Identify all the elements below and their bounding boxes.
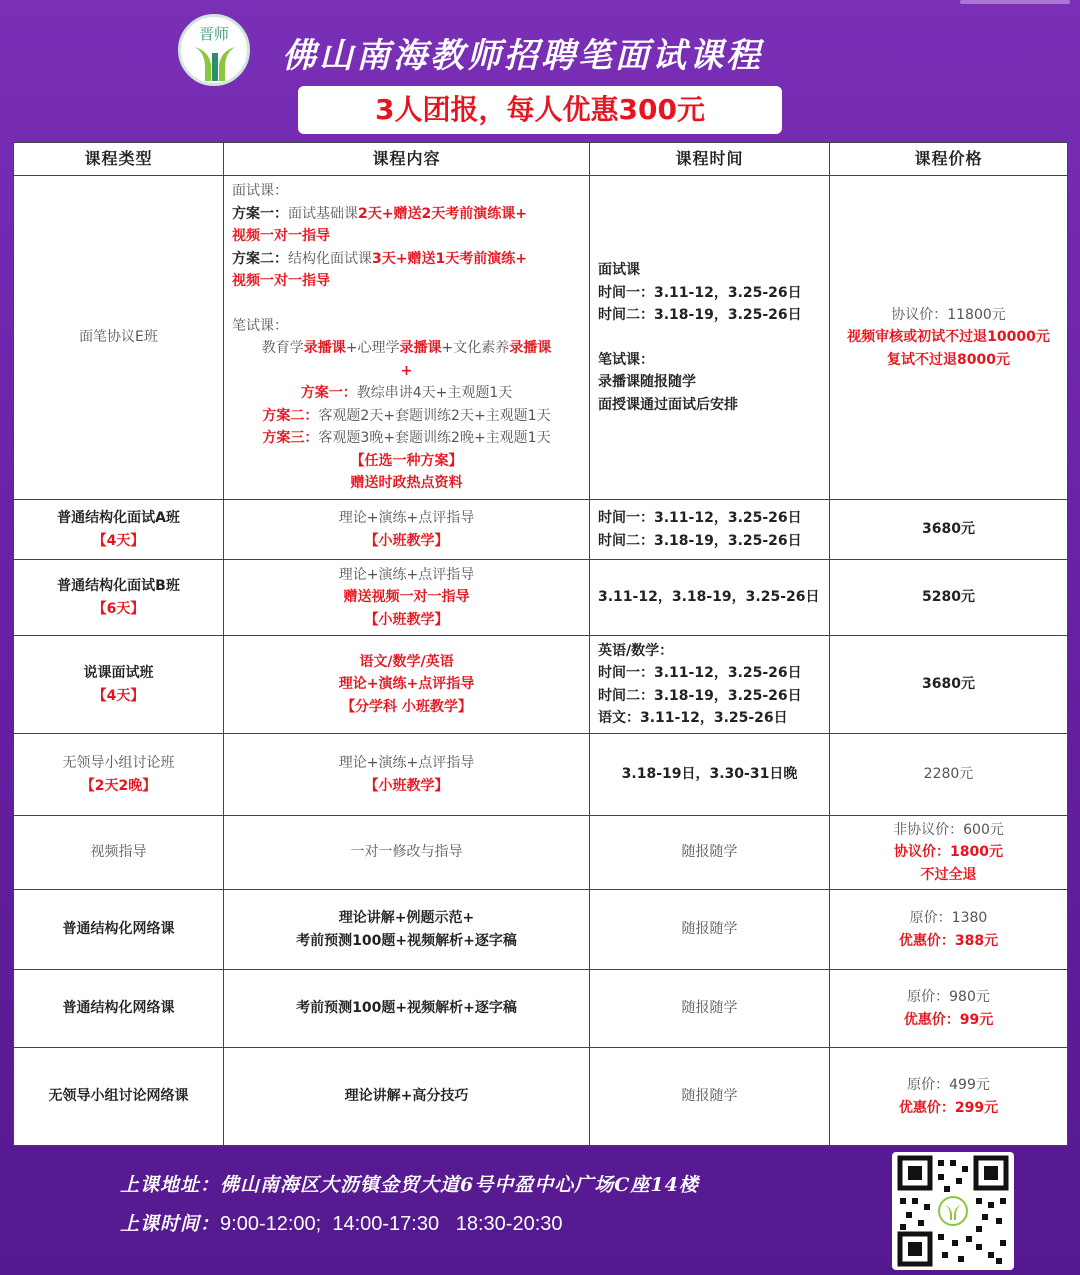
- course-time: 3.11-12，3.18-19，3.25-26日: [590, 560, 830, 636]
- course-price: 原价：980元 优惠价：99元: [830, 970, 1068, 1048]
- promo-banner: 3人团报，每人优惠300元: [298, 86, 782, 134]
- course-type: 无领导小组讨论网络课: [14, 1048, 224, 1146]
- table-header-row: [14, 143, 1068, 176]
- content-line: 笔试课：: [232, 317, 288, 334]
- course-content: 理论+演练+点评指导 【小班教学】: [224, 734, 590, 816]
- course-price: 3680元: [830, 500, 1068, 560]
- content-line: 方案二：客观题2天+套题训练2天+主观题1天: [262, 407, 551, 424]
- course-time: 随报随学: [590, 1048, 830, 1146]
- col-header-content: 课程内容: [224, 143, 590, 176]
- qr-code-icon: [892, 1152, 1014, 1270]
- content-line: 赠送时政热点资料: [350, 475, 463, 492]
- course-type: 普通结构化网络课: [14, 970, 224, 1048]
- course-content: 理论+演练+点评指导 赠送视频一对一指导 【小班教学】: [224, 560, 590, 636]
- table-row: [14, 970, 1068, 1048]
- course-price: 3680元: [830, 636, 1068, 734]
- content-line: 教育学录播课+心理学录播课+文化素养录播课: [261, 340, 552, 357]
- course-price: 2280元: [830, 734, 1068, 816]
- course-price: 原价：499元 优惠价：299元: [830, 1048, 1068, 1146]
- content-line: 方案二：结构化面试课3天+赠送1天考前演练+: [232, 250, 527, 267]
- col-header-price: 课程价格: [830, 143, 1068, 176]
- table-row: [14, 500, 1068, 560]
- course-type: 说课面试班 【4天】: [14, 636, 224, 734]
- course-content: 理论讲解+例题示范+ 考前预测100题+视频解析+逐字稿: [224, 890, 590, 970]
- class-time: 上课时间：9:00-12:00; 14:00-17:30 18:30-20:30: [120, 1213, 563, 1235]
- table-row: [14, 560, 1068, 636]
- content-line: 方案一：面试基础课2天+赠送2天考前演练课+: [232, 205, 527, 222]
- course-price: 原价：1380 优惠价：388元: [830, 890, 1068, 970]
- course-content: 语文/数学/英语 理论+演练+点评指导 【分学科 小班教学】: [224, 636, 590, 734]
- course-type: 普通结构化面试A班 【4天】: [14, 500, 224, 560]
- table-row: [14, 816, 1068, 890]
- course-type: 视频指导: [14, 816, 224, 890]
- course-time: 英语/数学： 时间一：3.11-12，3.25-26日 时间二：3.18-19，3.25-26日 语文：3.11-12，3.25-26日: [590, 636, 830, 734]
- course-type: 面笔协议E班: [14, 176, 224, 500]
- header: [0, 0, 1080, 142]
- course-content: [224, 176, 590, 500]
- course-content: 一对一修改与指导: [224, 816, 590, 890]
- content-line: 视频一对一指导: [232, 273, 330, 290]
- content-line: +: [400, 362, 413, 379]
- col-header-time: 课程时间: [590, 143, 830, 176]
- table-row: [14, 636, 1068, 734]
- table-row: [14, 734, 1068, 816]
- course-type: 无领导小组讨论班 【2天2晚】: [14, 734, 224, 816]
- logo: [178, 14, 250, 86]
- course-time: 随报随学: [590, 816, 830, 890]
- course-type: 普通结构化网络课: [14, 890, 224, 970]
- course-content: 理论+演练+点评指导 【小班教学】: [224, 500, 590, 560]
- course-price: 非协议价：600元 协议价：1800元 不过全退: [830, 816, 1068, 890]
- table-row: [14, 1048, 1068, 1146]
- content-line: 方案一：教综串讲4天+主观题1天: [300, 385, 513, 402]
- decor-bar: [960, 0, 1070, 4]
- qr-code: [892, 1152, 1014, 1270]
- table-row: [14, 176, 1068, 500]
- course-time: 时间一：3.11-12，3.25-26日 时间二：3.18-19，3.25-26日: [590, 500, 830, 560]
- logo-leaf-icon: [191, 43, 239, 83]
- course-price: 协议价：11800元 视频审核或初试不过退10000元 复试不过退8000元: [830, 176, 1068, 500]
- content-line: 视频一对一指导: [232, 228, 330, 245]
- course-time: 随报随学: [590, 970, 830, 1048]
- course-time: 3.18-19日，3.30-31日晚: [590, 734, 830, 816]
- logo-text: 晋师: [198, 25, 229, 43]
- course-time: 面试课 时间一：3.11-12，3.25-26日 时间二：3.18-19，3.25-26日 笔试课： 录播课随报随学 面授课通过面试后安排: [590, 176, 830, 500]
- course-content: 理论讲解+高分技巧: [224, 1048, 590, 1146]
- class-address: 上课地址：佛山南海区大沥镇金贸大道6号中盈中心广场C座14楼: [120, 1174, 699, 1196]
- course-table: [13, 142, 1068, 1146]
- course-content: 考前预测100题+视频解析+逐字稿: [224, 970, 590, 1048]
- content-line: 面试课：: [232, 183, 288, 200]
- course-time: 随报随学: [590, 890, 830, 970]
- table-row: [14, 890, 1068, 970]
- content-line: 【任选一种方案】: [350, 452, 463, 469]
- course-type: 普通结构化面试B班 【6天】: [14, 560, 224, 636]
- content-line: 方案三：客观题3晚+套题训练2晚+主观题1天: [262, 430, 551, 447]
- col-header-type: 课程类型: [14, 143, 224, 176]
- page-title: 佛山南海教师招聘笔面试课程: [282, 36, 763, 76]
- course-price: 5280元: [830, 560, 1068, 636]
